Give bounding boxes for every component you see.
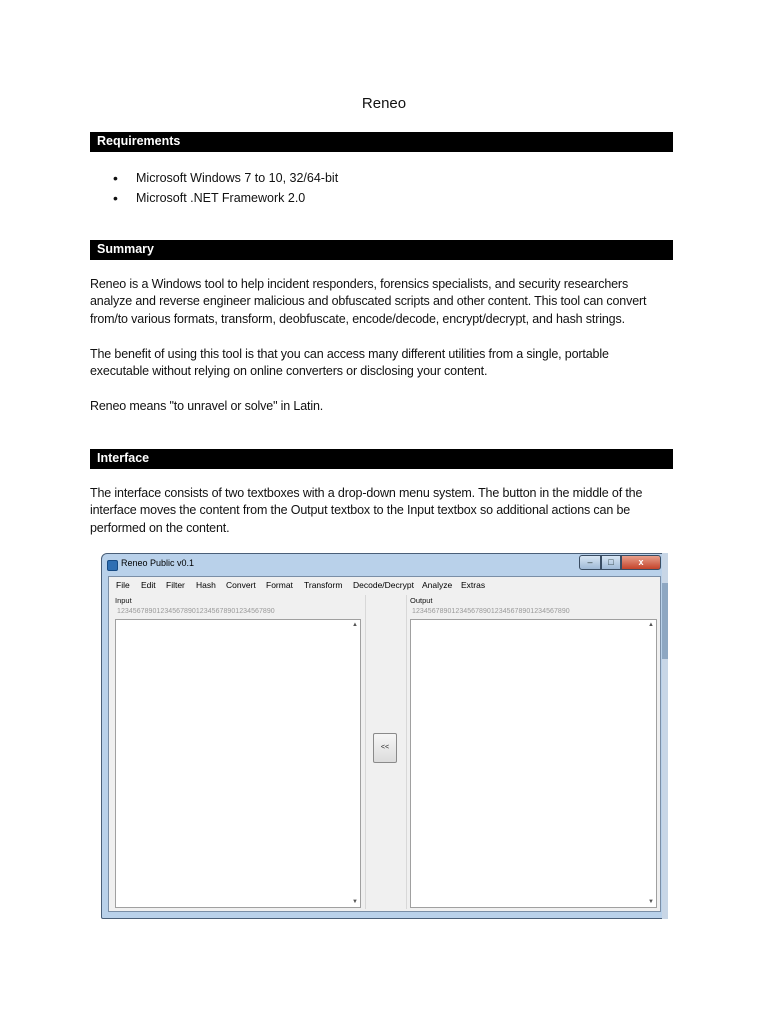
scroll-down-icon[interactable]: ▼: [352, 899, 358, 905]
menu-decode-decrypt[interactable]: Decode/Decrypt: [353, 580, 414, 590]
section-heading-interface: Interface: [90, 449, 673, 468]
scroll-down-icon[interactable]: ▼: [648, 899, 654, 905]
menu-bar: [109, 577, 660, 593]
app-icon: [107, 560, 118, 571]
pane-divider: [406, 595, 407, 909]
menu-edit[interactable]: Edit: [141, 580, 156, 590]
menu-hash[interactable]: Hash: [196, 580, 216, 590]
pane-divider: [365, 595, 366, 909]
list-item: • Microsoft .NET Framework 2.0: [113, 188, 338, 208]
menu-analyze[interactable]: Analyze: [422, 580, 453, 590]
close-button[interactable]: x: [621, 555, 661, 570]
output-textbox[interactable]: [410, 619, 657, 908]
menu-extras[interactable]: Extras: [461, 580, 486, 590]
scrollbar-thumb: [662, 583, 668, 659]
summary-paragraph-3: Reneo means "to unravel or solve" in Latin.: [90, 399, 324, 413]
window-title: Reneo Public v0.1: [121, 558, 195, 568]
section-rule: [90, 151, 673, 152]
section-rule: [90, 468, 673, 469]
maximize-button[interactable]: □: [601, 555, 621, 570]
input-textbox[interactable]: [115, 619, 361, 908]
document-title: Reneo: [361, 95, 407, 112]
summary-paragraph-2: The benefit of using this tool is that you can access many different utilities from a single, portable executable without relying on online converters or disclosing your content.: [90, 347, 609, 379]
menu-format[interactable]: Format: [266, 580, 293, 590]
window-client-area: [108, 576, 661, 912]
list-item: • Microsoft Windows 7 to 10, 32/64-bit: [113, 168, 338, 188]
window-controls: [579, 555, 661, 570]
menu-transform[interactable]: Transform: [304, 580, 343, 590]
scroll-up-icon[interactable]: ▲: [352, 622, 358, 628]
input-label: Input: [115, 596, 132, 605]
section-heading-summary: Summary: [90, 240, 673, 259]
menu-file[interactable]: File: [116, 580, 130, 590]
minimize-button[interactable]: –: [579, 555, 601, 570]
menu-convert[interactable]: Convert: [226, 580, 256, 590]
section-heading-requirements: Requirements: [90, 132, 673, 151]
output-label: Output: [410, 596, 433, 605]
output-ruler: 1234567890123456789012345678901234567890: [412, 608, 570, 615]
requirements-list: [113, 168, 338, 208]
interface-paragraph: The interface consists of two textboxes with a drop-down menu system. The button in the middle of the interface moves the content from the Output textbox to the Input textbox so additional actions can be performed on the content.: [90, 486, 643, 535]
section-rule: [90, 259, 673, 260]
scroll-up-icon[interactable]: ▲: [648, 622, 654, 628]
input-ruler: 1234567890123456789012345678901234567890: [117, 608, 275, 615]
move-output-to-input-button[interactable]: <<: [373, 733, 397, 763]
app-window-screenshot: [101, 553, 668, 919]
window-titlebar: [102, 554, 667, 576]
summary-paragraph-1: Reneo is a Windows tool to help incident responders, forensics specialists, and security researchers analyze and reverse engineer malicious and obfuscated scripts and other content. This tool can convert from/to various formats, transform, deobfuscate, encode/decode, encrypt/decrypt, and hash strings.: [90, 277, 647, 326]
menu-filter[interactable]: Filter: [166, 580, 185, 590]
